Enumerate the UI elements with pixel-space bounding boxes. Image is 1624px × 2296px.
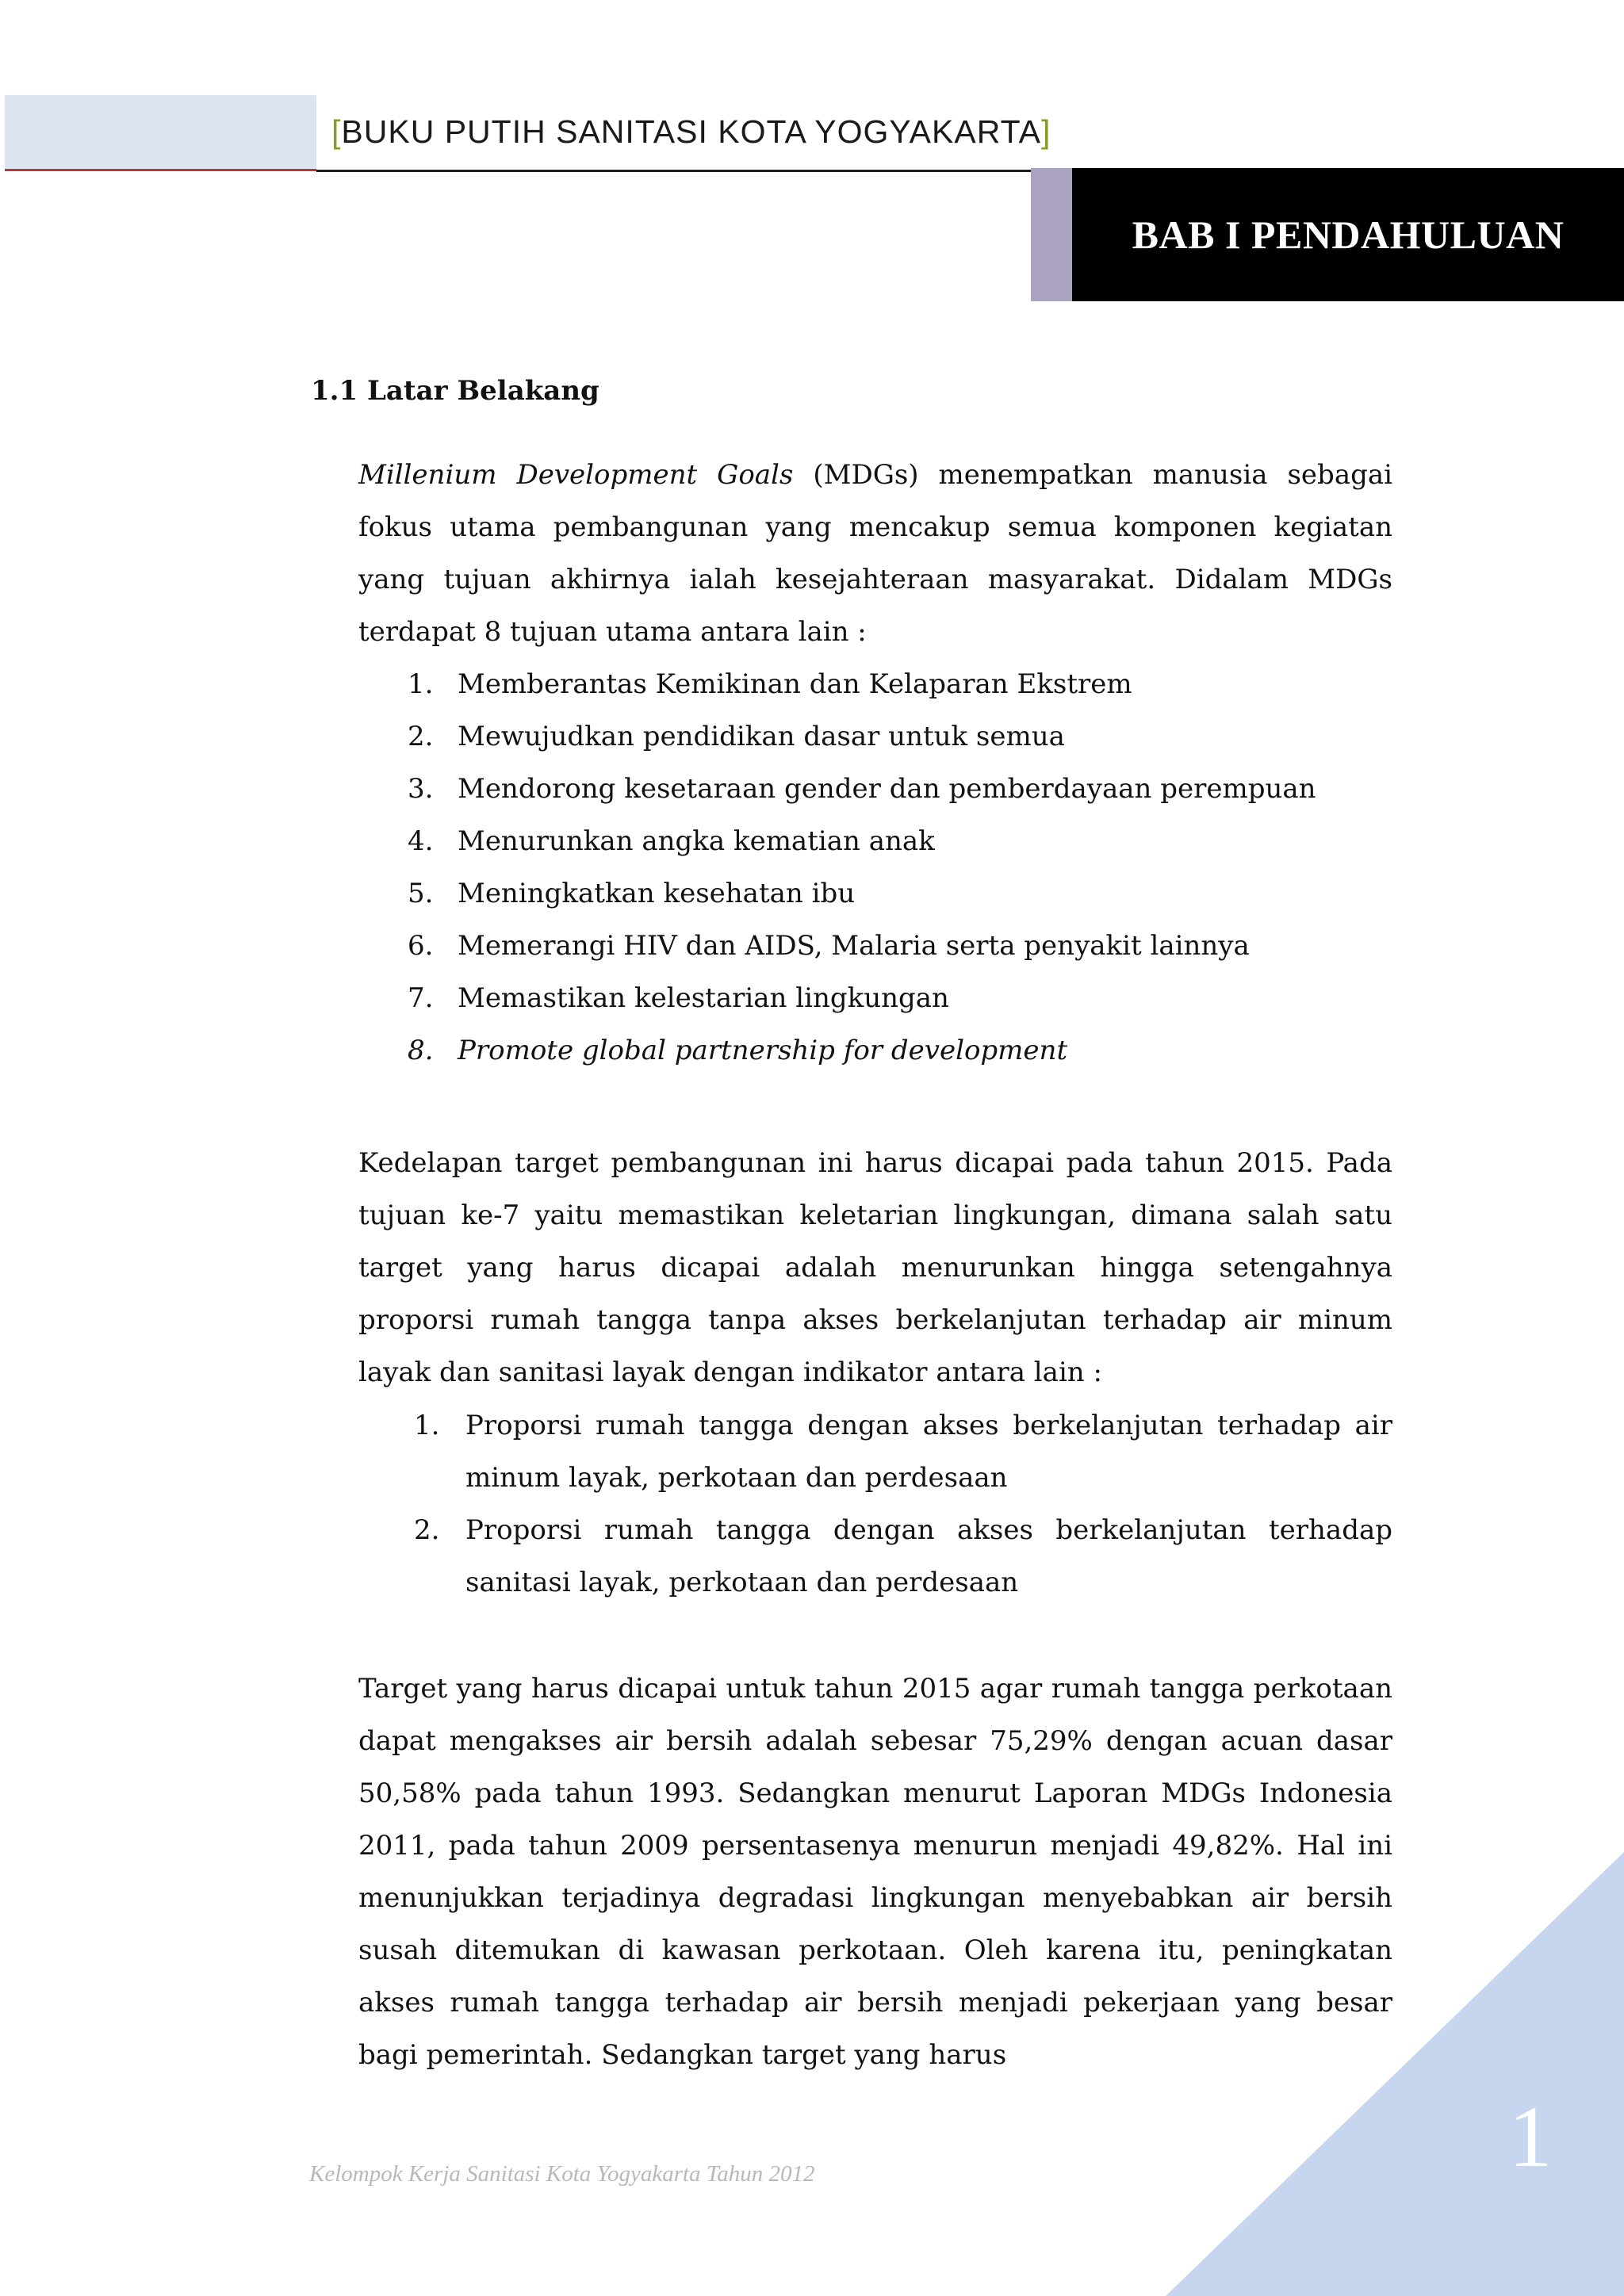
- list-item-number: 1.: [414, 1410, 440, 1441]
- header-title-text: BUKU PUTIH SANITASI KOTA YOGYAKARTA: [341, 113, 1041, 150]
- chapter-accent-bar: [1031, 168, 1072, 301]
- list-item: [358, 1399, 1392, 1504]
- header-color-block: [5, 95, 316, 170]
- list-item: [358, 1024, 1392, 1077]
- list-item-number: 2.: [408, 721, 434, 752]
- list-item-number: 1.: [408, 668, 434, 700]
- list-item-number: 6.: [408, 930, 434, 962]
- header-bracket-close: ]: [1040, 113, 1051, 150]
- section-heading: 1.1 Latar Belakang: [311, 375, 599, 407]
- list-item-text: Memastikan kelestarian lingkungan: [458, 982, 949, 1014]
- paragraph-intro-text: (MDGs) menempatkan manusia sebagai fokus utama pembangunan yang mencakup semua komponen kegiatan yang tujuan akhirnya ialah kesejahteraan masyarakat. Didalam MDGs terdapat 8 tujuan utama antara lain :: [358, 459, 1392, 648]
- list-item: [358, 1504, 1392, 1609]
- list-item-number: 5.: [408, 878, 434, 909]
- list-item: [358, 815, 1392, 867]
- list-item-text: Mendorong kesetaraan gender dan pemberdayaan perempuan: [458, 773, 1316, 805]
- list-item-text: Meningkatkan kesehatan ibu: [458, 878, 856, 909]
- list-item-text: Memerangi HIV dan AIDS, Malaria serta penyakit lainnya: [458, 930, 1250, 962]
- chapter-title-box: [1072, 168, 1624, 301]
- list-item: [358, 763, 1392, 815]
- list-item: [358, 972, 1392, 1024]
- list-item: [358, 658, 1392, 710]
- paragraph-intro-italic: Millenium Development Goals: [358, 459, 794, 491]
- running-header: [331, 113, 1051, 161]
- list-item-text: Proporsi rumah tangga dengan akses berkelanjutan terhadap air minum layak, perkotaan dan perdesaan: [465, 1410, 1392, 1494]
- list-item: [358, 867, 1392, 920]
- list-item-text: Memberantas Kemikinan dan Kelaparan Ekstrem: [458, 668, 1132, 700]
- mdg-goals-list: [358, 658, 1392, 1077]
- list-item-text: Promote global partnership for development: [458, 1035, 1068, 1066]
- list-item-number: 4.: [408, 825, 434, 857]
- header-bracket-open: [: [331, 113, 342, 150]
- indicator-list: [358, 1399, 1392, 1609]
- list-item-text: Menurunkan angka kematian anak: [458, 825, 935, 857]
- paragraph-intro: [358, 449, 1392, 658]
- paragraph-target: Kedelapan target pembangunan ini harus dicapai pada tahun 2015. Pada tujuan ke-7 yaitu memastikan keletarian lingkungan, dimana salah satu target yang harus dicapai adalah menurunkan hingga setengahnya proporsi rumah tangga tanpa akses berkelanjutan terhadap air minum layak dan sanitasi layak dengan indikator antara lain :: [358, 1147, 1392, 1388]
- list-item-number: 7.: [408, 982, 434, 1014]
- footer-text: Kelompok Kerja Sanitasi Kota Yogyakarta Tahun 2012: [309, 2161, 815, 2187]
- list-item-text: Proporsi rumah tangga dengan akses berkelanjutan terhadap sanitasi layak, perkotaan dan perdesaan: [465, 1514, 1392, 1598]
- chapter-title: BAB I PENDAHULUAN: [1132, 212, 1565, 257]
- paragraph-water-access: Target yang harus dicapai untuk tahun 2015 agar rumah tangga perkotaan dapat mengakses air bersih adalah sebesar 75,29% dengan acuan dasar 50,58% pada tahun 1993. Sedangkan menurut Laporan MDGs Indonesia 2011, pada tahun 2009 persentasenya menurun menjadi 49,82%. Hal ini menunjukkan terjadinya degradasi lingkungan menyebabkan air bersih susah ditemukan di kawasan perkotaan. Oleh karena itu, peningkatan akses rumah tangga terhadap air bersih menjadi pekerjaan yang besar bagi pemerintah. Sedangkan target yang harus: [358, 1673, 1392, 2071]
- header-red-underline: [5, 169, 316, 171]
- list-item-text: Mewujudkan pendidikan dasar untuk semua: [458, 721, 1065, 752]
- list-item-number: 3.: [408, 773, 434, 805]
- page-number: 1: [1508, 2088, 1553, 2185]
- list-item: [358, 920, 1392, 972]
- list-item: [358, 710, 1392, 763]
- list-item-number: 8.: [408, 1035, 434, 1066]
- list-item-number: 2.: [414, 1514, 440, 1546]
